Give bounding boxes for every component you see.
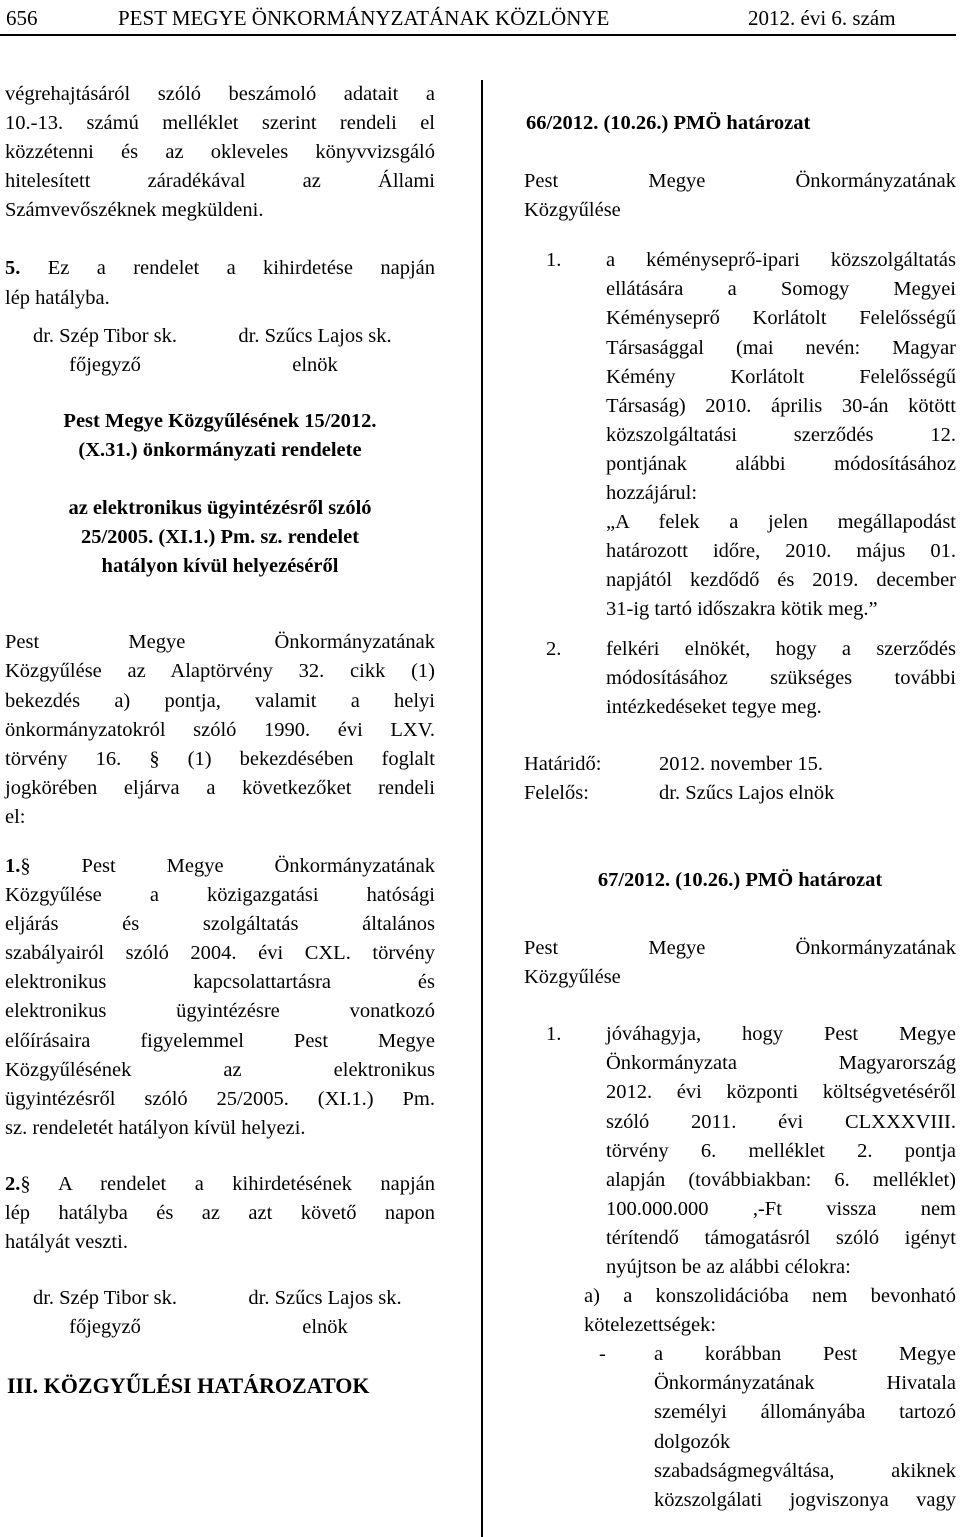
text-line: lép hatályba és az azt követő napon xyxy=(5,1202,435,1224)
signatory-title: főjegyző xyxy=(69,1316,141,1339)
text-line: hitelesített záradékával az Állami xyxy=(5,170,435,193)
signatory-name: dr. Szép Tibor sk. xyxy=(32,1287,178,1310)
text-line: Pest Megye Önkormányzatának xyxy=(524,170,956,193)
resolution-66-item-1 xyxy=(524,246,956,624)
text-line: 31-ig tartó időszakra kötik meg.” xyxy=(606,598,878,621)
responsible-value: dr. Szűcs Lajos elnök xyxy=(659,781,835,804)
text-line: módosításához szükséges további xyxy=(606,666,956,689)
section-text: Ez a rendelet a kihirdetése napján xyxy=(47,257,436,280)
text-line: az elektronikus ügyintézésről szóló xyxy=(68,497,372,520)
resolution-66-body xyxy=(524,167,956,225)
text-line: lép hatályba. xyxy=(5,286,110,309)
publication-title: PEST MEGYE ÖNKORMÁNYZATÁNAK KÖZLÖNYE xyxy=(118,6,610,30)
text-line: dolgozók xyxy=(654,1430,731,1453)
signature-block-2 xyxy=(5,1284,435,1342)
text-line: Társaság) 2010. április 30-án kötött xyxy=(606,394,956,417)
signatory-name: dr. Szűcs Lajos sk. xyxy=(248,1287,402,1310)
section-text: § Pest Megye Önkormányzatának xyxy=(20,854,435,877)
text-line: szóló 2011. évi CLXXXVIII. xyxy=(606,1110,956,1133)
text-line: Közgyűlésének az elektronikus xyxy=(5,1058,435,1081)
text-line: a korábban Pest Megye xyxy=(654,1343,956,1366)
preamble-paragraph xyxy=(5,628,435,832)
text-line: 25/2005. (XI.1.) Pm. sz. rendelet xyxy=(80,526,360,549)
text-line: Önkormányzata Magyarország xyxy=(606,1052,956,1075)
left-column xyxy=(5,80,435,1400)
text-line: felkéri elnökét, hogy a szerződés xyxy=(606,637,956,660)
decree-title xyxy=(5,407,435,465)
item-number: 1. xyxy=(546,1023,562,1046)
text-line: alapján (továbbiakban: 6. melléklet) xyxy=(606,1168,956,1191)
section-number: 1. xyxy=(5,854,21,877)
item-text xyxy=(606,1020,956,1282)
text-line: jogkörében eljárva a következőket rendeli xyxy=(5,776,435,799)
text-line: a) a konszolidációba nem bevonható xyxy=(584,1285,956,1308)
signatory-name: dr. Szűcs Lajos sk. xyxy=(238,324,392,347)
text-line: hatályát veszti. xyxy=(5,1231,128,1254)
section-number: 5. xyxy=(5,257,48,280)
text-line: Társasággal (mai nevén: Magyar xyxy=(606,336,956,359)
signatory-name: dr. Szép Tibor sk. xyxy=(32,324,178,347)
column-divider xyxy=(481,80,483,1537)
text-line: Pest Megye Közgyűlésének 15/2012. xyxy=(63,409,377,432)
item-text xyxy=(606,246,956,624)
text-line: hozzájárul: xyxy=(606,482,698,505)
text-line: Közgyűlése xyxy=(524,199,621,222)
item-number: 2. xyxy=(546,637,562,660)
text-line: szabályairól szóló 2004. évi CXL. törvény xyxy=(5,942,435,965)
section-heading: III. KÖZGYŰLÉSI HATÁROZATOK xyxy=(7,1373,370,1399)
text-line: előírásaira figyelemmel Pest Megye xyxy=(5,1029,435,1052)
text-line: pontjának alábbi módosításához xyxy=(606,452,956,475)
text-line: térítendő támogatásról szóló igényt xyxy=(606,1226,956,1249)
section-2 xyxy=(5,1170,435,1257)
text-line: a kéményseprő-ipari közszolgáltatás xyxy=(606,249,956,272)
text-line: el: xyxy=(5,805,26,828)
text-line xyxy=(5,254,435,283)
signatory-title: elnök xyxy=(302,1316,348,1339)
item-number: 1. xyxy=(546,249,562,272)
text-line: (X.31.) önkormányzati rendelete xyxy=(78,438,362,461)
text-line xyxy=(5,1170,435,1199)
text-line: Pest Megye Önkormányzatának xyxy=(524,937,956,960)
resolution-67-body xyxy=(524,934,956,992)
deadline-row xyxy=(524,750,956,779)
text-line: végrehajtásáról szóló beszámoló adatait a xyxy=(5,83,435,105)
text-line: Közgyűlése a közigazgatási hatósági xyxy=(5,884,435,907)
deadline-label: Határidő: xyxy=(524,752,602,775)
text-line: elektronikus kapcsolattartásra és xyxy=(5,971,435,994)
text-line: törvény 16. § (1) bekezdésében foglalt xyxy=(5,747,435,770)
signature-block-1 xyxy=(5,322,435,380)
header-rule xyxy=(0,34,956,36)
signatory-title: főjegyző xyxy=(69,353,141,376)
text-line: hatályon kívül helyezéséről xyxy=(101,555,339,578)
text-line: önkormányzatokról szóló 1990. évi LXV. xyxy=(5,718,435,741)
text-line: közszolgálati jogviszonya vagy xyxy=(654,1488,956,1511)
responsible-label: Felelős: xyxy=(524,781,589,804)
intro-paragraph xyxy=(5,80,435,225)
text-line: 100.000.000 ,-Ft vissza nem xyxy=(606,1197,956,1220)
text-line: Önkormányzatának Hivatala xyxy=(654,1372,956,1395)
dash-item xyxy=(524,1340,956,1515)
text-line: Kémény Korlátolt Felelősségű xyxy=(606,365,956,388)
resolution-66-title: 66/2012. (10.26.) PMÖ határozat xyxy=(526,112,811,134)
text-line: „A felek a jelen megállapodást xyxy=(606,511,956,534)
text-line: szabadságmegváltása, akiknek xyxy=(654,1459,956,1482)
text-line: elektronikus ügyintézésre vonatkozó xyxy=(5,1000,435,1023)
decree-subject xyxy=(5,494,435,581)
section-1 xyxy=(5,852,435,1143)
resolution-67-title: 67/2012. (10.26.) PMÖ határozat xyxy=(597,868,883,891)
text-line: nyújtson be az alábbi célokra: xyxy=(606,1256,851,1278)
text-line: ügyintézésről szóló 25/2005. (XI.1.) Pm. xyxy=(5,1087,435,1110)
resolution-66-item-2 xyxy=(524,635,956,722)
text-line: sz. rendeletét hatályon kívül helyezi. xyxy=(5,1116,306,1139)
deadline-value: 2012. november 15. xyxy=(659,752,823,775)
text-line: kötelezettségek: xyxy=(584,1314,717,1337)
issue-label: 2012. évi 6. szám xyxy=(748,6,896,30)
responsible-row xyxy=(524,779,956,808)
text-line: eljárás és szolgáltatás általános xyxy=(5,913,435,936)
text-line: Számvevőszéknek megküldeni. xyxy=(5,199,264,222)
text-line: 2012. évi központi költségvetéséről xyxy=(606,1081,956,1104)
section-text: § A rendelet a kihirdetésének napján xyxy=(20,1172,435,1195)
text-line: közszolgáltatási szerződés 12. xyxy=(606,423,956,446)
text-line: jóváhagyja, hogy Pest Megye xyxy=(606,1023,956,1046)
right-column xyxy=(524,80,956,1515)
text-line: 10.-13. számú melléklet szerint rendeli el xyxy=(5,112,435,135)
text-line: Pest Megye Önkormányzatának xyxy=(5,631,435,654)
text-line: napjától kezdődő és 2019. december xyxy=(606,569,956,592)
dash-mark: - xyxy=(599,1343,606,1366)
resolution-67-item-1 xyxy=(524,1020,956,1282)
text-line: Közgyűlése xyxy=(524,966,621,989)
item-text xyxy=(654,1340,956,1515)
subpoint-a xyxy=(524,1282,956,1340)
section-5 xyxy=(5,254,435,312)
text-line: személyi állományába tartozó xyxy=(654,1401,956,1424)
text-line: közzétenni és az okleveles könyvvizsgáló xyxy=(5,141,435,164)
signatory-title: elnök xyxy=(292,353,338,376)
page-number: 656 xyxy=(6,6,38,30)
text-line: ellátására a Somogy Megyei xyxy=(606,278,956,301)
item-text xyxy=(606,635,956,722)
text-line: intézkedéseket tegye meg. xyxy=(606,695,822,718)
text-line: Kéményseprő Korlátolt Felelősségű xyxy=(606,307,956,330)
text-line xyxy=(5,852,435,881)
text-line: bekezdés a) pontja, valamit a helyi xyxy=(5,689,435,712)
text-line: törvény 6. melléklet 2. pontja xyxy=(606,1139,956,1162)
text-line: határozott időre, 2010. május 01. xyxy=(606,540,956,563)
text-line: Közgyűlése az Alaptörvény 32. cikk (1) xyxy=(5,660,435,683)
section-number: 2. xyxy=(5,1172,21,1195)
